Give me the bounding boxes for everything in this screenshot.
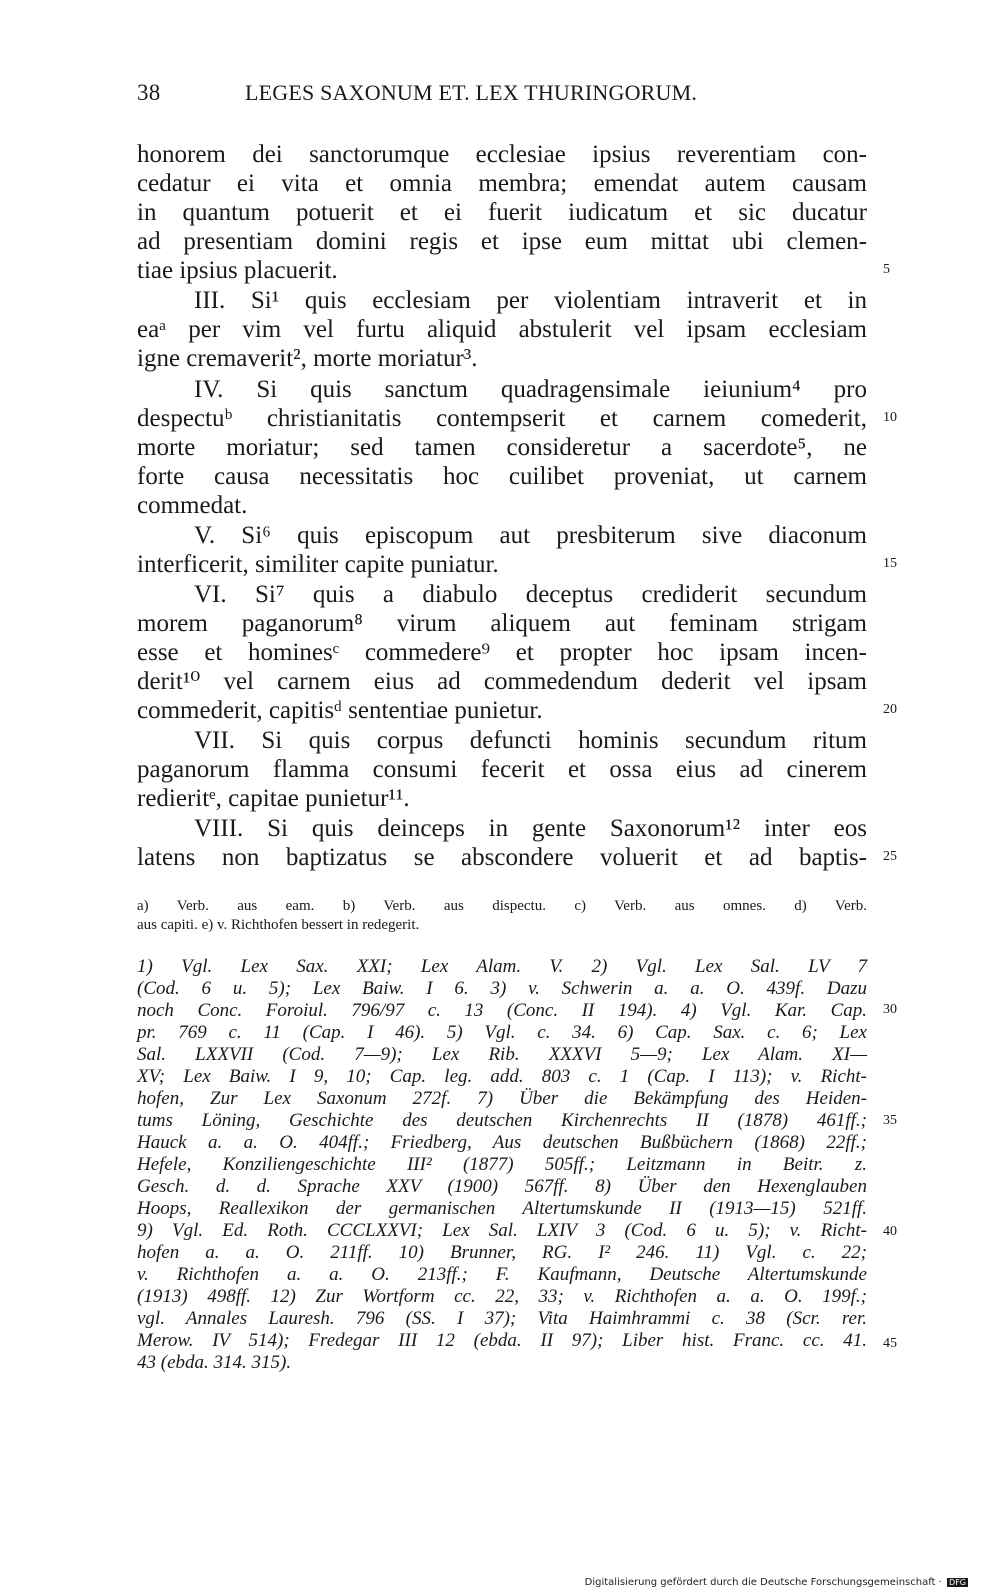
footnote-line: tums Löning, Geschichte des deutschen Kirchenrechts II (1878) 461ff.;: [137, 1110, 867, 1131]
footnote-line: 43 (ebda. 314. 315).: [137, 1352, 292, 1373]
footnote-line: Hauck a. a. O. 404ff.; Friedberg, Aus deutschen Bußbüchern (1868) 22ff.;: [137, 1132, 867, 1153]
line-number: 15: [883, 556, 897, 571]
footnote-line: Hefele, Konziliengeschichte III² (1877) 505ff.; Leitzmann in Beitr. z.: [137, 1154, 867, 1175]
text-line: VII. Si quis corpus defuncti hominis secundum ritum: [194, 727, 867, 754]
line-number: 5: [883, 262, 890, 277]
text-line: morem paganorum⁸ virum aliquem aut feminam strigam: [137, 610, 867, 637]
line-number: 45: [883, 1336, 897, 1351]
footnote-line: (Cod. 6 u. 5); Lex Baiw. I 6. 3) v. Schwerin a. a. O. 439f. Dazu: [137, 978, 867, 999]
footnote-line: v. Richthofen a. a. O. 213ff.; F. Kaufmann, Deutsche Altertumskunde: [137, 1264, 867, 1285]
footnote-line: noch Conc. Foroiul. 796/97 c. 13 (Conc. II 194). 4) Vgl. Kar. Cap.: [137, 1000, 867, 1021]
line-number: 20: [883, 702, 897, 717]
page-number: 38: [137, 80, 161, 105]
text-line: paganorum flamma consumi fecerit et ossa eius ad cinerem: [137, 756, 867, 783]
text-line: tiae ipsius placuerit.: [137, 257, 338, 284]
apparatus-line: aus capiti. e) v. Richthofen bessert in redegerit.: [137, 917, 420, 933]
credit-text: Digitalisierung gefördert durch die Deutsche Forschungsgemeinschaft ·: [584, 1577, 942, 1588]
digitization-credit: [585, 1577, 968, 1588]
running-header: [137, 80, 867, 114]
text-line: in quantum potuerit et ei fuerit iudicatum et sic ducatur: [137, 199, 867, 226]
text-line: VIII. Si quis deinceps in gente Saxonorum¹² inter eos: [194, 815, 867, 842]
line-number: 30: [883, 1002, 897, 1017]
text-line: V. Si⁶ quis episcopum aut presbiterum sive diaconum: [194, 522, 867, 549]
text-line: cedatur ei vita et omnia membra; emendat autem causam: [137, 170, 867, 197]
line-number: 35: [883, 1113, 897, 1128]
text-line: despectuᵇ christianitatis contempserit et carnem comederit,: [137, 405, 867, 432]
text-line: commederit, capitisᵈ sententiae punietur.: [137, 697, 543, 724]
footnote-line: XV; Lex Baiw. I 9, 10; Cap. leg. add. 803 c. 1 (Cap. I 113); v. Richt-: [137, 1066, 867, 1087]
text-line: honorem dei sanctorumque ecclesiae ipsius reverentiam con-: [137, 141, 867, 168]
line-number: 10: [883, 410, 897, 425]
text-line: esse et hominesᶜ commedere⁹ et propter hoc ipsam incen-: [137, 639, 867, 666]
text-line: derit¹⁰ vel carnem eius ad commedendum dederit vel ipsam: [137, 668, 867, 695]
text-line: eaᵃ per vim vel furtu aliquid abstulerit vel ipsam ecclesiam: [137, 316, 867, 343]
text-line: redieritᵉ, capitae punietur¹¹.: [137, 785, 410, 812]
line-number: 25: [883, 849, 897, 864]
apparatus-line: a) Verb. aus eam. b) Verb. aus dispectu. c) Verb. aus omnes. d) Verb.: [137, 898, 867, 914]
footnote-line: Hoops, Reallexikon der germanischen Altertumskunde II (1913—15) 521ff.: [137, 1198, 867, 1219]
footnote-line: vgl. Annales Lauresh. 796 (SS. I 37); Vita Haimhrammi c. 38 (Scr. rer.: [137, 1308, 867, 1329]
footnote-line: 9) Vgl. Ed. Roth. CCCLXXVI; Lex Sal. LXIV 3 (Cod. 6 u. 5); v. Richt-: [137, 1220, 867, 1241]
text-line: VI. Si⁷ quis a diabulo deceptus crediderit secundum: [194, 581, 867, 608]
text-line: morte moriatur; sed tamen consideretur a sacerdote⁵, ne: [137, 434, 867, 461]
footnote-line: pr. 769 c. 11 (Cap. I 46). 5) Vgl. c. 34. 6) Cap. Sax. c. 6; Lex: [137, 1022, 867, 1043]
text-line: IV. Si quis sanctum quadragensimale ieiunium⁴ pro: [194, 376, 867, 403]
footnote-line: Merow. IV 514); Fredegar III 12 (ebda. II 97); Liber hist. Franc. cc. 41.: [137, 1330, 867, 1351]
running-title: LEGES SAXONUM ET. LEX THURINGORUM.: [245, 80, 698, 105]
text-line: III. Si¹ quis ecclesiam per violentiam intraverit et in: [194, 287, 867, 314]
text-line: commedat.: [137, 492, 248, 519]
text-line: latens non baptizatus se abscondere voluerit et ad baptis-: [137, 844, 867, 871]
text-line: igne cremaverit², morte moriatur³.: [137, 345, 478, 372]
footnote-line: hofen a. a. O. 211ff. 10) Brunner, RG. I² 246. 11) Vgl. c. 22;: [137, 1242, 867, 1263]
dfg-logo: DFG: [949, 1577, 966, 1587]
footnote-line: Sal. LXXVII (Cod. 7—9); Lex Rib. XXXVI 5—9; Lex Alam. XI—: [137, 1044, 867, 1065]
text-line: ad presentiam domini regis et ipse eum mittat ubi clemen-: [137, 228, 867, 255]
text-line: interficerit, similiter capite puniatur.: [137, 551, 499, 578]
footnote-line: Gesch. d. d. Sprache XXV (1900) 567ff. 8) Über den Hexenglauben: [137, 1176, 867, 1197]
footnote-line: hofen, Zur Lex Saxonum 272f. 7) Über die Bekämpfung des Heiden-: [137, 1088, 867, 1109]
line-number: 40: [883, 1224, 897, 1239]
footnote-line: (1913) 498ff. 12) Zur Wortform cc. 22, 33; v. Richthofen a. a. O. 199f.;: [137, 1286, 867, 1307]
footnote-line: 1) Vgl. Lex Sax. XXI; Lex Alam. V. 2) Vgl. Lex Sal. LV 7: [137, 956, 867, 977]
text-line: forte causa necessitatis hoc cuilibet proveniat, ut carnem: [137, 463, 867, 490]
